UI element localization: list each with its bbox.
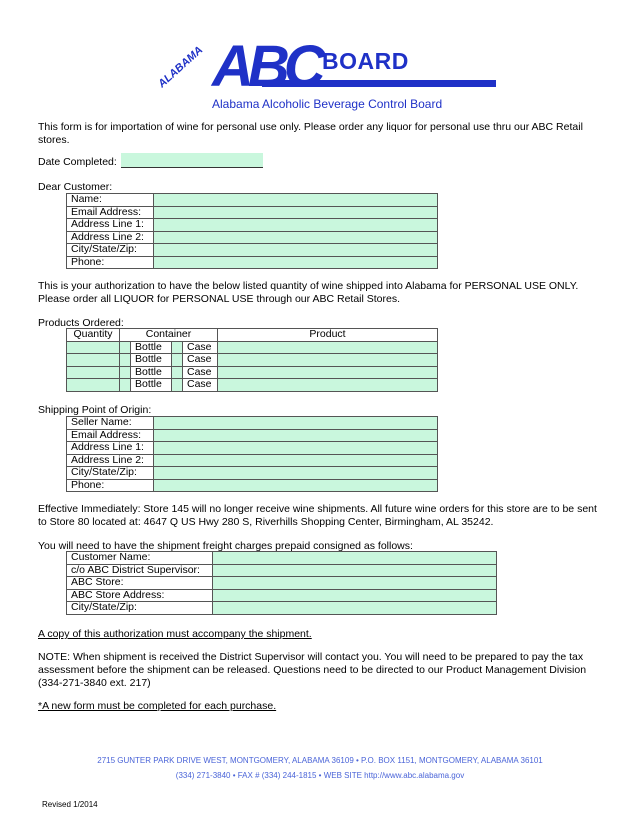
table-row (67, 256, 438, 269)
customer-phone-label: Phone: (67, 256, 154, 269)
table-row (67, 467, 438, 480)
bottle-checkbox[interactable] (120, 366, 131, 379)
authorization-text: This is your authorization to have the below listed quantity of wine shipped into Alabama for PERSONAL USE ONLY. Please order all LIQUOR for PERSONAL USE through our ABC Retail Stores. (38, 280, 579, 305)
seller-city-input[interactable] (154, 467, 438, 480)
seller-name-label: Seller Name: (67, 417, 154, 430)
table-row (67, 479, 438, 492)
seller-address2-label: Address Line 2: (67, 454, 154, 467)
case-checkbox[interactable] (172, 341, 183, 354)
consign-store-address-input[interactable] (213, 589, 497, 602)
table-row (67, 219, 438, 232)
consign-city-label: City/State/Zip: (67, 602, 213, 615)
table-row (67, 417, 438, 430)
bottle-checkbox[interactable] (120, 354, 131, 367)
customer-address1-input[interactable] (154, 219, 438, 232)
customer-address2-label: Address Line 2: (67, 231, 154, 244)
footer-contact: (334) 271-3840 • FAX # (334) 244-1815 • WEB SITE http://www.abc.alabama.gov (175, 771, 465, 780)
customer-address1-label: Address Line 1: (67, 219, 154, 232)
product-input[interactable] (218, 366, 438, 379)
bottle-label: Bottle (131, 341, 172, 354)
seller-address2-input[interactable] (154, 454, 438, 467)
products-table (66, 328, 438, 392)
seller-email-input[interactable] (154, 429, 438, 442)
column-header-quantity: Quantity (67, 329, 120, 342)
case-checkbox[interactable] (172, 354, 183, 367)
date-completed-input[interactable] (121, 153, 263, 168)
seller-email-label: Email Address: (67, 429, 154, 442)
shipping-heading: Shipping Point of Origin: (38, 404, 152, 416)
table-row (67, 564, 497, 577)
page-subtitle: Alabama Alcoholic Beverage Control Board (212, 97, 443, 111)
shipping-table (66, 416, 438, 492)
logo-abc-text: ABC (212, 38, 320, 98)
logo-state-text: ALABAMA (155, 44, 206, 91)
quantity-input[interactable] (67, 341, 120, 354)
intro-text: This form is for importation of wine for personal use only. Please order any liquor for personal use thru our ABC Retail stores. (38, 121, 583, 146)
consign-store-input[interactable] (213, 577, 497, 590)
quantity-input[interactable] (67, 354, 120, 367)
consign-customer-name-input[interactable] (213, 552, 497, 565)
product-input[interactable] (218, 354, 438, 367)
table-row (67, 366, 438, 379)
consign-store-address-label: ABC Store Address: (67, 589, 213, 602)
copy-notice: A copy of this authorization must accompany the shipment. (38, 628, 312, 640)
product-input[interactable] (218, 379, 438, 392)
table-row (67, 589, 497, 602)
case-label: Case (183, 366, 218, 379)
bottle-checkbox[interactable] (120, 379, 131, 392)
seller-phone-label: Phone: (67, 479, 154, 492)
case-label: Case (183, 354, 218, 367)
table-row (67, 442, 438, 455)
quantity-input[interactable] (67, 366, 120, 379)
date-completed-label: Date Completed: (38, 156, 117, 168)
logo-board-text: BOARD (322, 48, 409, 74)
customer-city-input[interactable] (154, 244, 438, 257)
footer-address: 2715 GUNTER PARK DRIVE WEST, MONTGOMERY, ALABAMA 36109 • P.O. BOX 1151, MONTGOMERY, ALABAMA 36101 (97, 756, 543, 765)
table-row (67, 341, 438, 354)
table-row (67, 329, 438, 342)
seller-phone-input[interactable] (154, 479, 438, 492)
column-header-product: Product (218, 329, 438, 342)
case-checkbox[interactable] (172, 379, 183, 392)
seller-name-input[interactable] (154, 417, 438, 430)
table-row (67, 194, 438, 207)
consign-supervisor-input[interactable] (213, 564, 497, 577)
customer-heading: Dear Customer: (38, 181, 113, 193)
customer-email-label: Email Address: (67, 206, 154, 219)
customer-name-input[interactable] (154, 194, 438, 207)
table-row (67, 244, 438, 257)
case-checkbox[interactable] (172, 366, 183, 379)
seller-city-label: City/State/Zip: (67, 467, 154, 480)
table-row (67, 231, 438, 244)
table-row (67, 577, 497, 590)
consign-heading: You will need to have the shipment freight charges prepaid consigned as follows: (38, 540, 413, 552)
bottle-label: Bottle (131, 366, 172, 379)
new-form-notice: *A new form must be completed for each purchase. (38, 700, 277, 712)
customer-email-input[interactable] (154, 206, 438, 219)
table-row (67, 354, 438, 367)
case-label: Case (183, 341, 218, 354)
consign-store-label: ABC Store: (67, 577, 213, 590)
bottle-label: Bottle (131, 379, 172, 392)
customer-table (66, 193, 438, 269)
note-text: NOTE: When shipment is received the District Supervisor will contact you. You will need to be prepared to pay the tax assessment before the shipment can be released. Questions need to be directed to our Product Management Division (334-271-3840 ext. 217) (38, 651, 587, 689)
consign-supervisor-label: c/o ABC District Supervisor: (67, 564, 213, 577)
customer-address2-input[interactable] (154, 231, 438, 244)
table-row (67, 552, 497, 565)
table-row (67, 429, 438, 442)
seller-address1-input[interactable] (154, 442, 438, 455)
consign-city-input[interactable] (213, 602, 497, 615)
quantity-input[interactable] (67, 379, 120, 392)
consign-table (66, 551, 497, 615)
customer-city-label: City/State/Zip: (67, 244, 154, 257)
table-row (67, 454, 438, 467)
product-input[interactable] (218, 341, 438, 354)
effective-notice: Effective Immediately: Store 145 will no longer receive wine shipments. All future wine orders for this store are to be sent to Store 80 located at: 4647 Q US Hwy 280 S, Riverhills Shopping Center, Birmingham, AL 35242. (38, 503, 597, 528)
case-label: Case (183, 379, 218, 392)
bottle-checkbox[interactable] (120, 341, 131, 354)
consign-customer-name-label: Customer Name: (67, 552, 213, 565)
revised-date: Revised 1/2014 (42, 800, 98, 809)
table-row (67, 206, 438, 219)
products-heading: Products Ordered: (38, 317, 124, 329)
table-row (67, 379, 438, 392)
table-row (67, 602, 497, 615)
customer-name-label: Name: (67, 194, 154, 207)
bottle-label: Bottle (131, 354, 172, 367)
seller-address1-label: Address Line 1: (67, 442, 154, 455)
customer-phone-input[interactable] (154, 256, 438, 269)
column-header-container: Container (120, 329, 218, 342)
